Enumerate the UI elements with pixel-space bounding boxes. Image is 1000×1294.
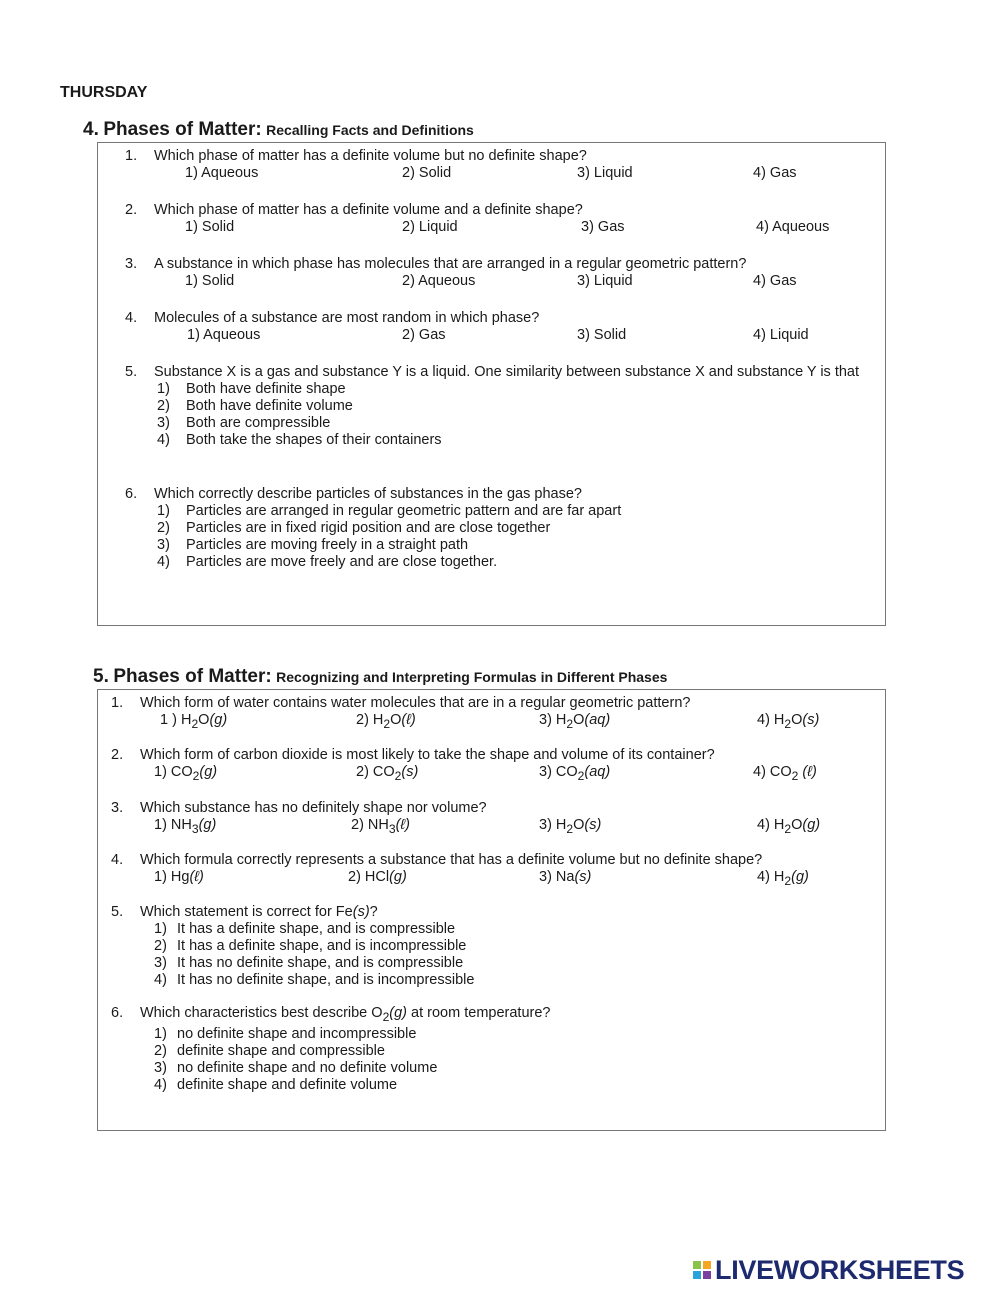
- answer-option[interactable]: 3) Na(s): [539, 869, 592, 885]
- question-number: 2.: [111, 747, 124, 763]
- answer-option[interactable]: 3) It has no definite shape, and is compressible: [154, 955, 464, 971]
- question-text: Which phase of matter has a definite volume and a definite shape?: [154, 202, 583, 218]
- logo-text: LIVEWORKSHEETS: [715, 1254, 965, 1285]
- answer-option[interactable]: 3) no definite shape and no definite volume: [154, 1059, 438, 1076]
- answer-option[interactable]: 3) Particles are moving freely in a straight path: [157, 537, 469, 553]
- question-number: 3.: [125, 256, 138, 272]
- question-text: Which form of water contains water molecules that are in a regular geometric pattern?: [140, 695, 691, 711]
- s5-question-1: [111, 695, 871, 729]
- section-4-title: [83, 119, 474, 141]
- answer-option[interactable]: 1) Solid: [185, 273, 235, 289]
- answer-option[interactable]: 2) Particles are in fixed rigid position and are close together: [157, 520, 551, 536]
- answer-option[interactable]: 2) HCl(g): [348, 869, 407, 885]
- question-text: Which formula correctly represents a substance that has a definite volume but no definite shape?: [140, 852, 763, 868]
- answer-option[interactable]: 4) definite shape and definite volume: [154, 1076, 398, 1093]
- s4-question-3: [125, 256, 865, 290]
- section-4-number: 4.: [83, 119, 99, 140]
- logo-mark-icon: [693, 1261, 711, 1279]
- section-5-title: [93, 666, 667, 688]
- s4-question-1: [125, 148, 865, 182]
- answer-option[interactable]: 4) Aqueous: [756, 219, 830, 235]
- s4-question-2: [125, 202, 865, 236]
- answer-option[interactable]: 2) $H_2O(\ell)$: [356, 712, 416, 731]
- question-text: Molecules of a substance are most random in which phase?: [154, 310, 540, 326]
- question-text: Which substance has no definitely shape nor volume?: [140, 800, 487, 816]
- question-text: Substance X is a gas and substance Y is a liquid. One similarity between substance X and substance Y is that: [154, 364, 860, 380]
- s4-question-5: [125, 364, 870, 449]
- s5-question-4: [111, 852, 871, 886]
- question-number: 1.: [125, 148, 138, 164]
- answer-option[interactable]: 2) Aqueous: [402, 273, 476, 289]
- answer-option[interactable]: 4) $CO_2$ (ℓ): [753, 764, 817, 783]
- answer-option[interactable]: 2) definite shape and compressible: [154, 1042, 385, 1059]
- liveworksheets-logo: [693, 1253, 964, 1287]
- answer-option[interactable]: 3) $CO_2(aq)$: [539, 764, 611, 783]
- question-number: 6.: [125, 486, 138, 502]
- answer-option[interactable]: 4) $H_2O(s)$: [757, 712, 820, 731]
- question-text: Which correctly describe particles of substances in the gas phase?: [154, 486, 582, 502]
- logo-square-orange: [703, 1261, 711, 1269]
- question-number: 5.: [125, 364, 138, 380]
- answer-option[interactable]: 1) Both have definite shape: [157, 381, 346, 397]
- answer-option[interactable]: 4) It has no definite shape, and is incompressible: [154, 972, 475, 988]
- question-number: 5.: [111, 904, 124, 920]
- section-5-heading: Phases of Matter:: [113, 666, 272, 687]
- answer-option[interactable]: 4) Gas: [753, 165, 797, 181]
- answer-option[interactable]: 3) $H_2O(s)$: [539, 817, 602, 836]
- question-number: 4.: [125, 310, 138, 326]
- answer-option[interactable]: 1) $NH_3(g)$: [154, 817, 217, 836]
- answer-option[interactable]: 1) $CO_2(g)$: [154, 764, 218, 783]
- day-heading: THURSDAY: [60, 84, 148, 101]
- question-text: Which characteristics best describe $O_2(g)$ at room temperature?: [140, 1005, 551, 1024]
- answer-option[interactable]: 1) It has a definite shape, and is compressible: [154, 921, 456, 937]
- s5-question-3: [111, 800, 871, 834]
- answer-option[interactable]: 4) $H_2(g)$: [757, 869, 809, 888]
- question-text: A substance in which phase has molecules that are arranged in a regular geometric pattern?: [154, 256, 747, 272]
- question-text: Which form of carbon dioxide is most likely to take the shape and volume of its container?: [140, 747, 715, 763]
- answer-option[interactable]: 2) Solid: [402, 165, 452, 181]
- s4-question-6: [125, 486, 865, 571]
- answer-option[interactable]: 1) Aqueous: [185, 165, 259, 181]
- section-5-number: 5.: [93, 666, 109, 687]
- section-4-heading: Phases of Matter:: [103, 119, 262, 140]
- answer-option[interactable]: 2) Liquid: [402, 219, 458, 235]
- answer-option[interactable]: 3) Solid: [577, 327, 627, 343]
- question-number: 3.: [111, 800, 124, 816]
- section-4-subtitle: Recalling Facts and Definitions: [266, 122, 474, 138]
- answer-option[interactable]: 1) Solid: [185, 219, 235, 235]
- question-number: 6.: [111, 1005, 124, 1021]
- answer-option[interactable]: 2) Gas: [402, 327, 446, 343]
- answer-option[interactable]: 2) It has a definite shape, and is incompressible: [154, 938, 467, 954]
- question-text: Which phase of matter has a definite volume but no definite shape?: [154, 148, 587, 164]
- answer-option[interactable]: 4) Liquid: [753, 327, 809, 343]
- answer-option[interactable]: 4) $H_2O(g)$: [757, 817, 821, 836]
- answer-option[interactable]: 1) Hg(ℓ): [154, 869, 204, 885]
- s5-question-2: [111, 747, 871, 781]
- answer-option[interactable]: 2) Both have definite volume: [157, 398, 353, 414]
- answer-option[interactable]: 3) Gas: [581, 219, 625, 235]
- question-number: 4.: [111, 852, 124, 868]
- answer-option[interactable]: 3) $H_2O(aq)$: [539, 712, 611, 731]
- question-text: Which statement is correct for Fe(s)?: [140, 904, 378, 920]
- answer-option[interactable]: 1) no definite shape and incompressible: [154, 1025, 417, 1042]
- s5-question-5: [111, 904, 871, 989]
- logo-square-green: [693, 1261, 701, 1269]
- question-number: 1.: [111, 695, 124, 711]
- s4-question-4: [125, 310, 865, 344]
- answer-option[interactable]: 3) Liquid: [577, 273, 633, 289]
- logo-square-blue: [693, 1271, 701, 1279]
- answer-option[interactable]: 2) $NH_3(\ell)$: [351, 817, 410, 836]
- s5-question-6: [111, 1005, 871, 1094]
- answer-option[interactable]: 4) Particles are move freely and are close together.: [157, 554, 498, 570]
- answer-option[interactable]: 1 ) $H_2O(g)$: [160, 712, 228, 731]
- logo-square-purple: [703, 1271, 711, 1279]
- answer-option[interactable]: 2) $CO_2(s)$: [356, 764, 419, 783]
- section-5-subtitle: Recognizing and Interpreting Formulas in Different Phases: [276, 669, 668, 685]
- answer-option[interactable]: 4) Gas: [753, 273, 797, 289]
- answer-option[interactable]: 4) Both take the shapes of their containers: [157, 432, 442, 448]
- answer-option[interactable]: 1) Particles are arranged in regular geometric pattern and are far apart: [157, 503, 622, 519]
- answer-option[interactable]: 1) Aqueous: [187, 327, 261, 343]
- question-number: 2.: [125, 202, 138, 218]
- answer-option[interactable]: 3) Both are compressible: [157, 415, 331, 431]
- answer-option[interactable]: 3) Liquid: [577, 165, 633, 181]
